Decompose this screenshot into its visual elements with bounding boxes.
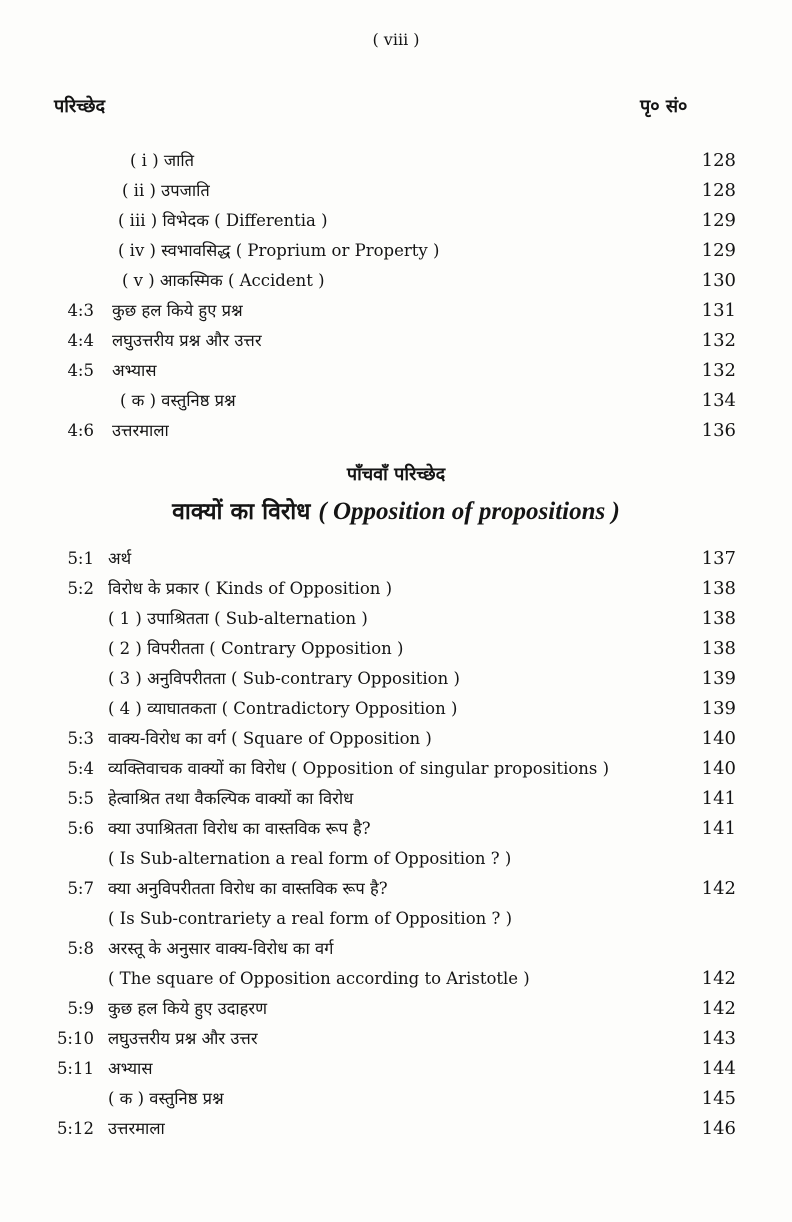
entry-title: क्या उपाश्रितता विरोध का वास्तविक रूप है?: [108, 819, 371, 838]
toc-entry: [0, 934, 792, 964]
entry-title: कुछ हल किये हुए उदाहरण: [108, 999, 268, 1018]
section-number: 5:10: [56, 1029, 94, 1048]
toc-entry: [0, 724, 792, 754]
entry-title: ( iii ) विभेदक ( Differentia ): [118, 211, 328, 230]
toc-entry: [0, 784, 792, 814]
toc-entry: [0, 844, 792, 874]
section-number: 5:1: [67, 549, 94, 568]
toc-entry: [0, 604, 792, 634]
page-ref: 145: [701, 1088, 736, 1109]
page-ref: 129: [701, 240, 736, 261]
entry-title: क्या अनुविपरीतता विरोध का वास्तविक रूप है?: [108, 879, 388, 898]
toc-entry: [0, 634, 792, 664]
page-ref: 143: [701, 1028, 736, 1049]
toc-entry: [0, 964, 792, 994]
entry-title: ( 4 ) व्याघातकता ( Contradictory Opposition ): [108, 699, 458, 718]
page-ref: 131: [701, 300, 736, 321]
page-ref: 130: [701, 270, 736, 291]
entry-title: वाक्य-विरोध का वर्ग ( Square of Opposition ): [108, 729, 432, 748]
entry-title: उत्तरमाला: [108, 1119, 165, 1138]
page-number: ( viii ): [372, 30, 420, 49]
chapter-label: पाँचवाँ परिच्छेद: [346, 464, 446, 485]
chapter-title: [0, 494, 792, 526]
page-ref: 146: [701, 1118, 736, 1139]
entry-title: अभ्यास: [108, 1059, 153, 1078]
section-number: 5:9: [67, 999, 94, 1018]
entry-title: हेत्वाश्रित तथा वैकल्पिक वाक्यों का विरोध: [108, 789, 354, 808]
entry-title: ( ii ) उपजाति: [122, 181, 210, 200]
toc-entry: [0, 1054, 792, 1084]
toc-entry: [0, 146, 792, 176]
toc-entry: [0, 386, 792, 416]
toc-entry: [0, 266, 792, 296]
entry-title: अभ्यास: [112, 361, 157, 380]
column-header-chapter: परिच्छेद: [54, 96, 106, 117]
toc-entry: [0, 694, 792, 724]
toc-entry: [0, 296, 792, 326]
entry-title: ( Is Sub-contrariety a real form of Opposition ? ): [108, 909, 513, 928]
page-ref: 132: [701, 330, 736, 351]
section-number: 5:6: [67, 819, 94, 838]
toc-entry: [0, 904, 792, 934]
toc-entry: [0, 416, 792, 446]
page-ref: 138: [701, 578, 736, 599]
toc-entry: [0, 1114, 792, 1144]
chapter-title-english: ( Opposition of propositions ): [318, 498, 620, 525]
toc-entry: [0, 754, 792, 784]
entry-title: विरोध के प्रकार ( Kinds of Opposition ): [108, 579, 393, 598]
toc-entry: [0, 574, 792, 604]
entry-title: ( i ) जाति: [130, 151, 195, 170]
page-ref: 129: [701, 210, 736, 231]
toc-entry: [0, 206, 792, 236]
entry-title: ( The square of Opposition according to Aristotle ): [108, 969, 530, 988]
entry-title: लघुउत्तरीय प्रश्न और उत्तर: [108, 1029, 258, 1048]
toc-entry: [0, 1024, 792, 1054]
section-number: 5:2: [67, 579, 94, 598]
section-number: 5:4: [67, 759, 94, 778]
page-ref: 139: [701, 698, 736, 719]
section-number: 4:6: [67, 421, 94, 440]
page-ref: 128: [701, 150, 736, 171]
page-ref: 142: [701, 998, 736, 1019]
toc-entry: [0, 356, 792, 386]
section-number: 5:7: [67, 879, 94, 898]
toc-entry: [0, 236, 792, 266]
page-ref: 144: [701, 1058, 736, 1079]
page-ref: 136: [701, 420, 736, 441]
section-number: 4:4: [67, 331, 94, 350]
toc-entry: [0, 814, 792, 844]
entry-title: ( क ) वस्तुनिष्ठ प्रश्न: [108, 1089, 224, 1108]
page-ref: 140: [701, 758, 736, 779]
entry-title: उत्तरमाला: [112, 421, 169, 440]
toc-entry: [0, 544, 792, 574]
page-ref: 139: [701, 668, 736, 689]
toc-entry: [0, 664, 792, 694]
section-number: 4:3: [67, 301, 94, 320]
entry-title: कुछ हल किये हुए प्रश्न: [112, 301, 243, 320]
section-number: 5:8: [67, 939, 94, 958]
page-ref: 141: [701, 788, 736, 809]
entry-title: ( 1 ) उपाश्रितता ( Sub-alternation ): [108, 609, 368, 628]
toc-entry: [0, 874, 792, 904]
section-number: 5:3: [67, 729, 94, 748]
page-ref: 142: [701, 968, 736, 989]
page-ref: 132: [701, 360, 736, 381]
page-ref: 138: [701, 638, 736, 659]
toc-entry: [0, 326, 792, 356]
entry-title: ( iv ) स्वभावसिद्ध ( Proprium or Property ): [118, 241, 440, 260]
section-number: 5:11: [56, 1059, 94, 1078]
page-ref: 134: [701, 390, 736, 411]
toc-entry: [0, 1084, 792, 1114]
section-number: 5:12: [56, 1119, 94, 1138]
page-ref: 138: [701, 608, 736, 629]
entry-title: ( 3 ) अनुविपरीतता ( Sub-contrary Opposition ): [108, 669, 460, 688]
entry-title: लघुउत्तरीय प्रश्न और उत्तर: [112, 331, 262, 350]
entry-title: ( क ) वस्तुनिष्ठ प्रश्न: [120, 391, 236, 410]
entry-title: व्यक्तिवाचक वाक्यों का विरोध ( Opposition of singular propositions ): [108, 759, 610, 778]
section-number: 4:5: [67, 361, 94, 380]
entry-title: ( 2 ) विपरीतता ( Contrary Opposition ): [108, 639, 404, 658]
toc-entry: [0, 176, 792, 206]
page-ref: 128: [701, 180, 736, 201]
entry-title: अर्थ: [108, 549, 132, 568]
page-ref: 140: [701, 728, 736, 749]
toc-entry: [0, 994, 792, 1024]
entry-title: अरस्तू के अनुसार वाक्य-विरोध का वर्ग: [108, 939, 334, 958]
chapter-title-hindi: वाक्यों का विरोध: [172, 498, 311, 525]
entry-title: ( Is Sub-alternation a real form of Opposition ? ): [108, 849, 512, 868]
page-ref: 142: [701, 878, 736, 899]
column-header-page: पृ० सं०: [640, 96, 688, 117]
entry-title: ( v ) आकस्मिक ( Accident ): [122, 271, 325, 290]
page-ref: 137: [701, 548, 736, 569]
page-ref: 141: [701, 818, 736, 839]
section-number: 5:5: [67, 789, 94, 808]
